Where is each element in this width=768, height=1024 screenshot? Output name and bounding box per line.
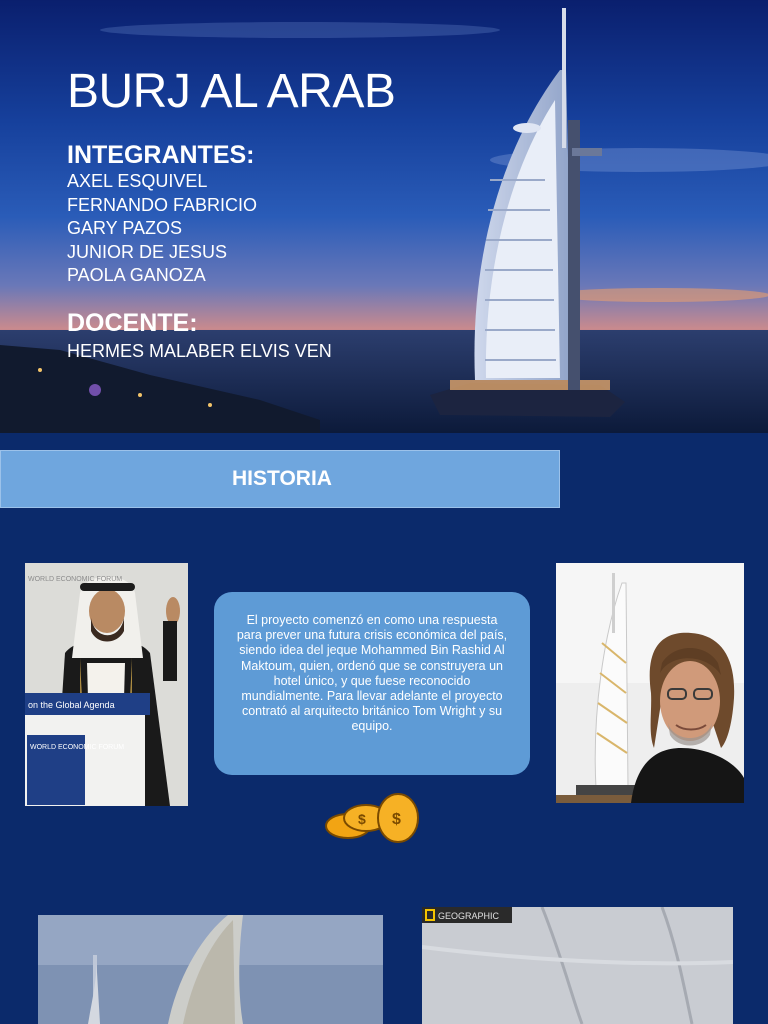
hero-section	[0, 0, 768, 433]
podium-forum-logo: WORLD ECONOMIC FORUM	[30, 744, 125, 751]
member-name: FERNANDO FABRICIO	[67, 194, 258, 215]
ceiling-caption: GEOGRAPHIC	[438, 911, 500, 921]
member-name: JUNIOR DE JESUS	[67, 241, 228, 262]
members-heading: INTEGRANTES:	[67, 141, 255, 169]
forum-logo: WORLD ECONOMIC FORUM	[28, 576, 123, 583]
member-name: PAOLA GANOZA	[67, 265, 206, 285]
ceiling-illustration	[422, 907, 733, 1024]
page-title: BURJ AL ARAB	[67, 65, 396, 118]
sheikh-photo	[25, 563, 188, 806]
historia-heading: HISTORIA	[232, 467, 332, 490]
member-name: GARY PAZOS	[67, 218, 183, 238]
forum-banner-text: on the Global Agenda	[28, 700, 115, 710]
member-name: AXEL ESQUIVEL	[67, 171, 208, 191]
members-list	[67, 170, 257, 288]
historia-banner	[0, 450, 560, 508]
sails-photo	[38, 915, 383, 1024]
coins-icon	[322, 790, 422, 846]
ceiling-photo	[422, 907, 733, 1024]
historia-textbox: El proyecto comenzó en como una respuesta para prever una futura crisis económica del país, siendo idea del jeque Mohammed Bin Rashid Al Maktoum, quien, ordenó que se construyera un hotel único, y que fuese reconocido mundialmente. Para llevar adelante el proyecto contrató al arquitecto británico Tom Wright y su equipo.	[214, 592, 530, 775]
svg-text:$: $	[358, 811, 366, 827]
architect-illustration	[556, 563, 744, 803]
sails-illustration	[38, 915, 383, 1024]
svg-text:$: $	[392, 811, 401, 828]
architect-photo	[556, 563, 744, 803]
teacher-heading: DOCENTE:	[67, 309, 198, 337]
teacher-name: HERMES MALABER ELVIS VEN	[67, 341, 332, 361]
sheikh-illustration	[25, 563, 188, 806]
